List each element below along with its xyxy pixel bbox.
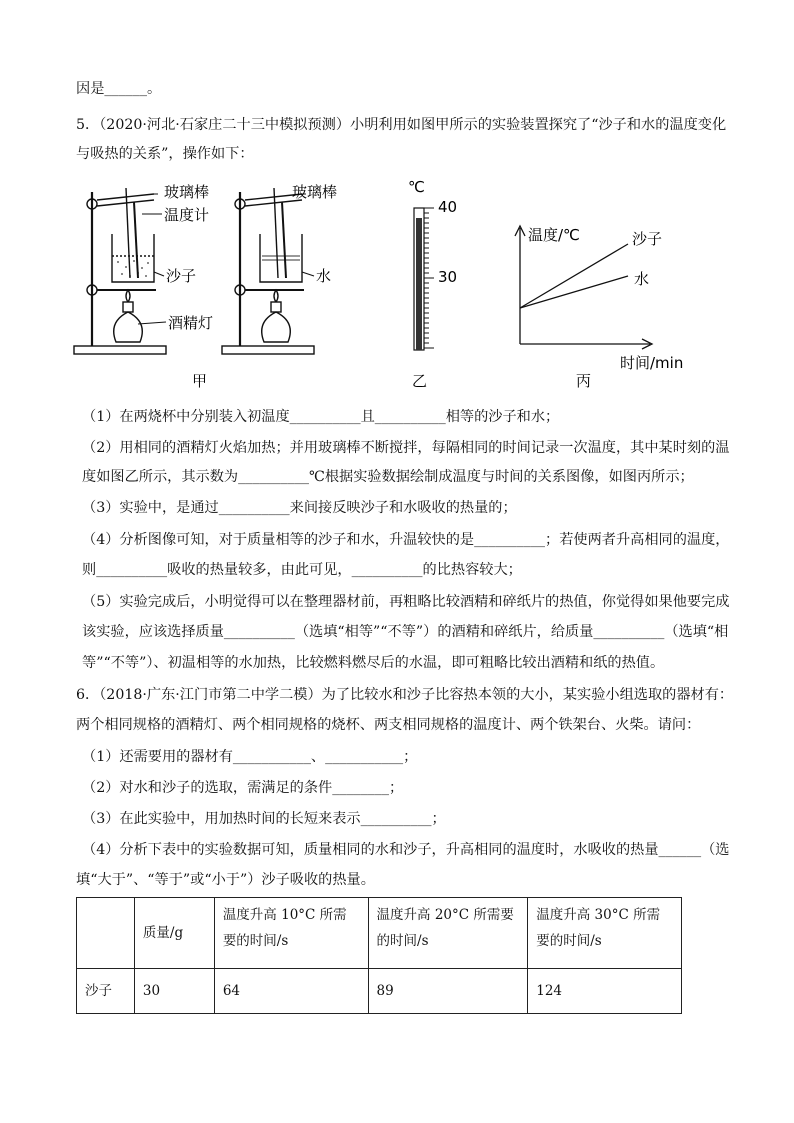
figure-svg bbox=[68, 172, 708, 394]
lamp-body-1 bbox=[114, 312, 143, 342]
flame-2 bbox=[274, 290, 278, 302]
q5-part-5: （5）实验完成后，小明觉得可以在整理器材前，再粗略比较酒精和碎纸片的热值，你觉得如果他要完成 bbox=[82, 594, 730, 610]
table-header-row bbox=[77, 898, 682, 969]
label-glass-rod-1: 玻璃棒 bbox=[164, 183, 210, 201]
table-row bbox=[77, 969, 682, 1014]
text-line-prev-answer: 因是______。 bbox=[76, 81, 162, 97]
q6-part-4: （4）分析下表中的实验数据可知，质量相同的水和沙子，升高相同的温度时，水吸收的热量______（选 bbox=[82, 842, 730, 858]
q6-part-1: （1）还需要用的器材有___________、___________； bbox=[82, 749, 418, 765]
stand-base-1 bbox=[74, 346, 166, 354]
q6-part-3: （3）在此实验中，用加热时间的长短来表示__________； bbox=[82, 811, 446, 827]
glass-rod-2 bbox=[274, 188, 278, 278]
caption-jia: 甲 bbox=[192, 372, 208, 390]
data-table bbox=[76, 897, 682, 1014]
yi-tick-40: 40 bbox=[438, 198, 458, 216]
q5-part-3: （3）实验中，是通过__________来间接反映沙子和水吸收的热量的； bbox=[82, 500, 517, 516]
table-header-cell: 温度升高 20°C 所需要的时间/s bbox=[368, 898, 528, 969]
bing-series-water: 水 bbox=[634, 270, 650, 288]
q5-part-4: （4）分析图像可知，对于质量相等的沙子和水，升温较快的是__________；若使两者升高相同的温度， bbox=[82, 532, 730, 548]
clamp-arm-1b bbox=[97, 200, 154, 206]
q5-part-1: （1）在两烧杯中分别装入初温度__________且__________相等的沙子和水； bbox=[82, 409, 560, 425]
table-header-cell: 质量/g bbox=[134, 898, 214, 969]
table-cell: 124 bbox=[528, 969, 682, 1014]
experiment-figure bbox=[68, 172, 708, 394]
table-cell: 64 bbox=[214, 969, 368, 1014]
q5-part-5-cont2: 等”“不等”）、初温相等的水加热，比较燃料燃尽后的水温，即可粗略比较出酒精和纸的热值。 bbox=[82, 655, 665, 671]
table-cell: 30 bbox=[134, 969, 214, 1014]
bing-series-sand: 沙子 bbox=[632, 230, 663, 248]
beaker-1 bbox=[112, 234, 154, 282]
table-header-cell: 温度升高 30°C 所需要的时间/s bbox=[528, 898, 682, 969]
q5-part-2-cont: 度如图乙所示，其示数为__________℃根据实验数据绘制成温度与时间的关系图像，如图丙所示； bbox=[82, 469, 694, 485]
question-6-stem-cont: 两个相同规格的酒精灯、两个相同规格的烧杯、两支相同规格的温度计、两个铁架台、火柴。请问： bbox=[76, 717, 701, 733]
label-lamp: 酒精灯 bbox=[168, 314, 214, 332]
stand-base-2 bbox=[222, 346, 314, 354]
q6-part-2: （2）对水和沙子的选取，需满足的条件________； bbox=[82, 780, 404, 796]
question-5-stem: 5．（2020·河北·石家庄二十三中模拟预测）小明利用如图甲所示的实验装置探究了“沙子和水的温度变化 bbox=[76, 117, 727, 133]
thermometer-ticks bbox=[424, 208, 434, 348]
thermometer-2 bbox=[282, 202, 286, 278]
question-6-stem: 6．（2018·广东·江门市第二中学二模）为了比较水和沙子比容热本领的大小，某实验小组选取的器材有： bbox=[76, 687, 734, 703]
thermometer-yi bbox=[414, 208, 434, 350]
table-header-cell: 温度升高 10°C 所需要的时间/s bbox=[214, 898, 368, 969]
q6-part-4-cont: 填“大于”、“等于”或“小于”）沙子吸收的热量。 bbox=[76, 872, 375, 888]
table-cell: 沙子 bbox=[77, 969, 135, 1014]
label-thermometer: 温度计 bbox=[164, 206, 210, 224]
glass-rod-1 bbox=[126, 188, 130, 278]
q5-part-4-cont: 则__________吸收的热量较多，由此可见，__________的比热容较大； bbox=[82, 562, 522, 578]
mercury-column bbox=[416, 218, 422, 350]
thermometer-1 bbox=[134, 202, 138, 278]
clamp-arm-1a bbox=[97, 194, 154, 200]
lamp-neck-2 bbox=[271, 302, 281, 312]
beaker-2 bbox=[260, 234, 302, 282]
bing-ylabel: 温度/℃ bbox=[528, 226, 580, 244]
label-glass-rod-2: 玻璃棒 bbox=[292, 183, 338, 201]
line-water bbox=[520, 276, 628, 308]
line-sand bbox=[520, 244, 628, 308]
label-water: 水 bbox=[316, 267, 332, 285]
bing-xlabel: 时间/min bbox=[620, 354, 684, 372]
table-cell: 89 bbox=[368, 969, 528, 1014]
label-sand: 沙子 bbox=[166, 267, 197, 285]
lamp-neck-1 bbox=[123, 302, 133, 312]
q5-part-5-cont: 该实验，应该选择质量__________（选填“相等”“不等”）的酒精和碎纸片，给质量__________（选填“相 bbox=[82, 624, 729, 640]
yi-tick-30: 30 bbox=[438, 268, 458, 286]
table-header-cell bbox=[77, 898, 135, 969]
lamp-body-2 bbox=[262, 312, 291, 342]
water-lines bbox=[262, 256, 300, 260]
question-5-stem-cont: 与吸热的关系”，操作如下： bbox=[76, 146, 254, 162]
yi-unit: ℃ bbox=[408, 178, 425, 196]
flame-1 bbox=[126, 290, 130, 302]
caption-bing: 丙 bbox=[576, 372, 592, 390]
caption-yi: 乙 bbox=[412, 372, 428, 390]
sand-dots bbox=[117, 260, 149, 277]
q5-part-2: （2）用相同的酒精灯火焰加热；并用玻璃棒不断搅拌，每隔相同的时间记录一次温度，其中某时刻的温 bbox=[82, 440, 730, 456]
